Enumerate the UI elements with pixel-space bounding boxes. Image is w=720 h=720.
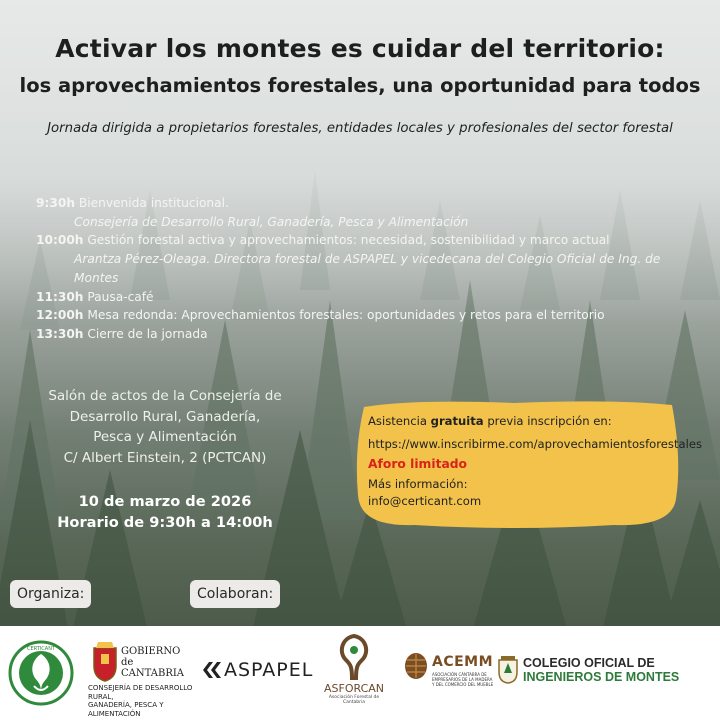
program-item	[36, 231, 696, 287]
cantabria-shield-icon	[92, 642, 118, 682]
venue-line: C/ Albert Einstein, 2 (PCTCAN)	[63, 449, 267, 466]
event-day: 10 de marzo de 2026	[78, 493, 252, 510]
registration-free: gratuita	[430, 414, 484, 428]
asforcan-name: ASFORCAN	[323, 682, 385, 695]
event-hours: Horario de 9:30h a 14:00h	[57, 514, 273, 531]
program-time: 11:30h	[36, 289, 84, 304]
colaboran-label: Colaboran:	[190, 580, 280, 608]
colegio-emblem-icon	[497, 656, 519, 684]
venue-address	[30, 386, 300, 468]
acemm-sub: ASOCIACIÓN CÁNTABRA DE	[432, 672, 487, 677]
gobierno-line: CANTABRIA	[121, 668, 185, 679]
gobierno-subtitle	[88, 684, 200, 718]
program-item	[36, 325, 696, 344]
program-list	[36, 194, 696, 344]
program-speaker: Consejería de Desarrollo Rural, Ganadería, Pesca y Alimentación	[74, 214, 469, 229]
program-item	[36, 194, 696, 231]
acemm-sub: EMPRESARIOS DE LA MADERA	[432, 677, 493, 682]
acemm-logo: ACEMM	[432, 654, 494, 670]
gobierno-line: GOBIERNO	[121, 646, 181, 657]
registration-pre: Asistencia	[368, 414, 431, 428]
registration-post: previa inscripción en:	[483, 414, 612, 428]
colegio-line1: COLEGIO OFICIAL DE	[523, 656, 655, 670]
pinecone-icon	[402, 650, 430, 680]
subtitle: Jornada dirigida a propietarios forestales, entidades locales y profesionales del sector forestal	[47, 121, 673, 136]
acemm-sub: Y DEL COMERCIO DEL MUEBLE	[432, 682, 494, 687]
venue-line: Desarrollo Rural, Ganadería,	[69, 408, 261, 425]
capacity-warning: Aforo limitado	[368, 457, 467, 471]
gobierno-title	[121, 646, 184, 679]
more-info-label: Más información:	[368, 476, 468, 491]
program-time: 10:00h	[36, 233, 84, 248]
registration-link[interactable]: https://www.inscribirme.com/aprovechamientosforestales	[368, 436, 702, 451]
venue-line: Pesca y Alimentación	[93, 429, 237, 445]
aspapel-logo: ASPAPEL	[224, 659, 314, 681]
program-text: Gestión forestal activa y aprovechamientos: necesidad, sostenibilidad y marco actual	[87, 233, 610, 248]
contact-email[interactable]: info@certicant.com	[368, 494, 482, 508]
certicant-ring-text: CERTICANT	[27, 646, 55, 652]
program-text: Cierre de la jornada	[87, 326, 208, 341]
venue-line: Salón de actos de la Consejería de	[48, 388, 282, 404]
registration-info	[368, 413, 702, 511]
asforcan-sub: Asociación Forestal de Cantabria	[328, 695, 380, 705]
gobierno-line: de	[121, 657, 134, 668]
program-item	[36, 306, 696, 325]
title-line-1: Activar los montes es cuidar del territorio:	[55, 34, 665, 63]
program-speaker: Arantza Pérez-Oleaga. Directora forestal de ASPAPEL y vicedecana del Colegio Oficial de Ing. de Montes	[74, 252, 661, 285]
colegio-line2: INGENIEROS DE MONTES	[523, 670, 680, 684]
program-time: 13:30h	[36, 326, 84, 341]
acemm-subtitle	[432, 672, 502, 687]
program-text: Mesa redonda: Aprovechamientos forestales: oportunidades y retos para el territorio	[87, 308, 605, 323]
event-date	[30, 491, 300, 533]
program-text: Bienvenida institucional.	[78, 196, 229, 210]
asforcan-logo	[318, 682, 390, 705]
registration-line	[368, 413, 688, 431]
gobierno-sub: CONSEJERÍA DE DESARROLLO RURAL,	[88, 684, 193, 701]
program-item	[36, 288, 696, 307]
program-time: 12:00h	[36, 308, 84, 323]
logo-strip	[0, 626, 720, 720]
asforcan-icon	[334, 634, 374, 680]
program-time: 9:30h	[36, 196, 75, 210]
certicant-logo	[8, 640, 74, 706]
gobierno-sub: GANADERÍA, PESCA Y ALIMENTACIÓN	[88, 701, 164, 718]
colegio-logo	[523, 656, 679, 684]
organiza-label: Organiza:	[10, 580, 91, 608]
program-text: Pausa-café	[87, 289, 154, 304]
aspapel-icon	[203, 662, 221, 678]
title-line-2: los aprovechamientos forestales, una oportunidad para todos	[19, 74, 701, 97]
